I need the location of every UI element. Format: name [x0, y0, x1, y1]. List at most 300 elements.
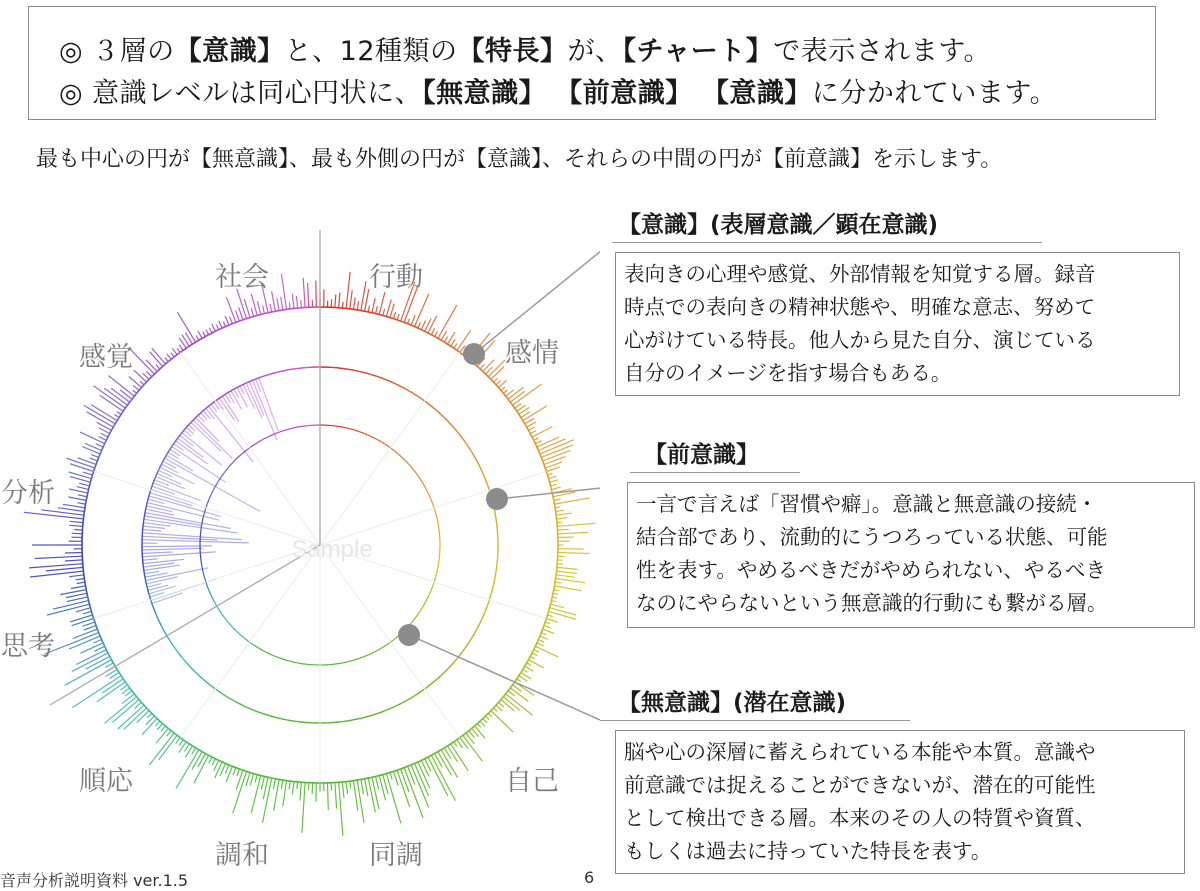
- ring-segment: [420, 605, 424, 611]
- chart-spike: [499, 702, 504, 707]
- ring-segment: [142, 526, 143, 536]
- section-desc-muishiki: [615, 730, 1185, 874]
- chart-spike: [350, 781, 351, 788]
- chart-spike: [237, 769, 240, 776]
- ring-segment: [227, 620, 231, 625]
- chart-spike: [237, 289, 247, 319]
- chart-spike: [198, 754, 206, 768]
- chart-spike: [72, 676, 121, 708]
- chart-spike: [142, 546, 212, 547]
- ring-segment: [151, 599, 154, 608]
- chart-spike: [196, 336, 199, 341]
- ring-segment: [526, 426, 532, 438]
- ring-segment: [347, 719, 357, 721]
- ring-segment: [142, 554, 143, 564]
- ring-segment: [439, 671, 446, 678]
- chart-spike: [198, 331, 202, 338]
- ring-segment: [333, 307, 346, 308]
- desc-line: 表向きの心理や感覚、外部情報を知覚する層。録音: [624, 258, 1171, 291]
- ring-segment: [240, 452, 245, 456]
- chart-spike: [551, 604, 564, 607]
- ring-segment: [283, 659, 289, 661]
- ring-segment: [409, 694, 417, 699]
- chart-spike: [251, 308, 253, 316]
- chart-spike: [557, 523, 595, 526]
- chart-spike: [203, 332, 206, 337]
- ring-segment: [154, 608, 158, 617]
- chart-spike: [24, 512, 84, 519]
- ring-segment: [235, 630, 240, 635]
- ring-segment: [170, 641, 176, 649]
- ring-segment: [260, 649, 266, 652]
- ring-segment: [401, 386, 410, 391]
- ring-segment: [492, 582, 494, 592]
- chart-spike: [122, 694, 134, 704]
- ring-segment: [474, 626, 479, 635]
- chart-spike: [184, 744, 189, 752]
- label-shikou: 思考: [1, 631, 55, 662]
- label-jiko: 自己: [505, 766, 559, 797]
- chart-spike: [77, 582, 85, 583]
- ring-segment: [90, 471, 94, 484]
- ring-segment: [249, 642, 255, 646]
- chart-spike: [156, 477, 185, 489]
- ring-segment: [452, 426, 458, 434]
- chart-spike: [543, 629, 554, 633]
- chart-spike: [532, 653, 537, 656]
- ring-segment: [171, 440, 177, 448]
- chart-spike: [83, 611, 91, 613]
- chart-spike: [240, 386, 244, 394]
- ring-segment: [203, 570, 205, 577]
- ring-segment: [437, 520, 438, 527]
- chart-spike: [368, 778, 375, 812]
- chart-spike: [558, 529, 569, 530]
- ring-segment: [479, 464, 483, 473]
- ring-segment: [266, 435, 272, 438]
- chart-spike: [146, 577, 177, 584]
- ring-segment: [204, 576, 206, 582]
- chart-spike: [372, 298, 375, 313]
- chart-spike: [556, 579, 586, 583]
- ring-segment: [339, 368, 349, 369]
- ring-segment: [557, 520, 558, 533]
- ring-segment: [157, 617, 161, 626]
- chart-spike: [226, 297, 236, 322]
- ring-segment: [255, 441, 261, 445]
- chart-spike: [212, 759, 215, 766]
- chart-spike: [158, 470, 172, 477]
- keyword-ishiki: 【意識】: [702, 78, 812, 109]
- chart-spike: [58, 508, 85, 512]
- chart-spike: [219, 321, 222, 328]
- summary-line-1: [59, 29, 991, 68]
- ring-segment: [148, 591, 151, 601]
- ring-segment: [555, 508, 557, 521]
- chart-spike: [78, 495, 87, 497]
- chart-spike: [376, 776, 379, 789]
- chart-spike: [316, 281, 317, 307]
- ring-segment: [216, 479, 220, 485]
- chart-spike: [94, 646, 104, 651]
- chart-spike: [302, 783, 305, 834]
- ring-segment: [203, 514, 205, 521]
- ring-segment: [469, 448, 474, 456]
- chart-spike: [206, 408, 215, 418]
- chart-spike: [463, 735, 483, 761]
- chart-spike: [239, 308, 243, 320]
- chart-spike: [84, 405, 115, 423]
- chart-spike: [496, 705, 503, 711]
- chart-spike: [97, 682, 126, 702]
- ring-segment: [482, 609, 486, 618]
- chart-spoke: [94, 472, 320, 546]
- desc-line: もしくは過去に持っていた特長を表す。: [624, 835, 1176, 868]
- chart-spike: [451, 339, 455, 346]
- ring-segment: [326, 664, 333, 665]
- ring-segment: [181, 657, 187, 665]
- ring-segment: [392, 704, 401, 708]
- chart-spike: [176, 738, 181, 744]
- chart-spike: [408, 319, 410, 324]
- ring-segment: [458, 650, 464, 658]
- ring-segment: [143, 517, 144, 527]
- chart-spike: [233, 768, 236, 776]
- ring-segment: [520, 415, 527, 426]
- chart-spike: [212, 324, 216, 331]
- ring-segment: [248, 379, 257, 383]
- chart-spike: [515, 404, 522, 409]
- chart-spike: [431, 328, 434, 334]
- ring-segment: [439, 526, 440, 533]
- ring-segment: [339, 427, 346, 428]
- ring-segment: [432, 582, 434, 588]
- ring-segment: [439, 558, 440, 565]
- chart-spike: [134, 370, 147, 382]
- ring-segment: [380, 646, 386, 650]
- chart-spike: [157, 724, 163, 730]
- ring-segment: [277, 431, 283, 433]
- ring-segment: [427, 491, 430, 497]
- ring-segment: [292, 721, 302, 722]
- chart-spike: [390, 773, 392, 780]
- chart-spike: [67, 597, 88, 602]
- chart-spike: [263, 778, 272, 823]
- chart-spike: [250, 774, 253, 785]
- chart-spike: [289, 781, 290, 789]
- chart-spike: [133, 385, 139, 390]
- chart-spike: [87, 412, 114, 427]
- ring-segment: [329, 722, 339, 723]
- ring-segment: [235, 456, 240, 461]
- chart-spike: [225, 316, 229, 325]
- chart-spike: [71, 586, 86, 589]
- chart-spike: [444, 337, 447, 343]
- ring-segment: [250, 444, 256, 448]
- chart-spike: [90, 458, 98, 461]
- chart-spike: [65, 560, 83, 561]
- ring-segment: [282, 780, 295, 782]
- chart-spike: [551, 487, 560, 489]
- chart-spike: [70, 464, 94, 472]
- chart-spike: [146, 360, 157, 372]
- chart-spike: [354, 298, 356, 310]
- chart-spike: [494, 378, 498, 382]
- chart-spike: [143, 373, 149, 379]
- chart-spike: [303, 278, 305, 308]
- desc-line: 一言で言えば「習慣や癖」。意識と無意識の接続・: [636, 488, 1186, 521]
- ring-segment: [430, 496, 433, 502]
- chart-spike: [70, 521, 83, 522]
- chart-spike: [105, 697, 137, 724]
- ring-segment: [374, 711, 383, 714]
- ring-segment: [83, 507, 85, 520]
- section-title-ishiki: 【意識】(表層意識／顕在意識): [618, 206, 938, 239]
- ring-segment: [486, 481, 489, 490]
- chart-spike: [124, 708, 147, 729]
- chart-spike: [94, 386, 126, 408]
- chart-spike: [441, 750, 458, 778]
- chart-spike: [554, 499, 561, 500]
- section-title-muishiki: 【無意識】(潜在意識): [618, 684, 846, 717]
- ring-segment: [396, 452, 401, 456]
- ring-segment: [400, 456, 405, 461]
- ring-segment: [308, 425, 315, 426]
- ring-segment: [496, 517, 497, 527]
- ring-segment: [437, 564, 438, 571]
- chart-spike: [415, 294, 429, 327]
- ring-segment: [301, 426, 308, 427]
- chart-spike: [553, 593, 558, 594]
- ring-segment: [427, 594, 430, 600]
- ring-segment: [357, 431, 363, 433]
- chart-spike: [372, 777, 379, 809]
- ring-segment: [143, 563, 144, 573]
- subtitle: 最も中心の円が【無意識】、最も外側の円が【意識】、それらの中間の円が【前意識】を示します。: [36, 142, 1002, 173]
- ring-segment: [345, 428, 352, 430]
- chart-spike: [297, 296, 298, 308]
- ring-segment: [363, 655, 369, 658]
- chart-spike: [496, 381, 501, 385]
- ring-segment: [413, 616, 417, 621]
- chart-spike: [79, 483, 89, 486]
- ring-segment: [553, 496, 555, 509]
- ring-segment: [289, 428, 296, 430]
- chart-spike: [491, 367, 504, 380]
- desc-line: として検出できる層。本来のその人の特質や資質、: [624, 802, 1176, 835]
- ring-segment: [333, 426, 340, 427]
- section-desc-ishiki: [615, 252, 1180, 396]
- ring-segment: [497, 554, 498, 564]
- chart-spike: [506, 694, 533, 715]
- ring-segment: [375, 438, 381, 441]
- chart-spike: [253, 380, 278, 440]
- desc-line: 結合部であり、流動的にうつろっている状態、可能: [636, 521, 1186, 554]
- ring-segment: [532, 642, 538, 654]
- chart-spike: [550, 608, 577, 615]
- text: ◎ 意識レベルは同心円状に、: [59, 78, 422, 109]
- chart-spike: [383, 309, 385, 316]
- chart-spike: [273, 779, 275, 789]
- ring-segment: [439, 533, 440, 540]
- ring-segment: [494, 573, 496, 583]
- ring-segment: [432, 407, 440, 413]
- desc-line: 前意識では捉えることができないが、潜在的可能性: [624, 769, 1176, 802]
- chart-spike: [144, 571, 159, 573]
- ring-segment: [400, 699, 409, 704]
- chart-spike: [529, 660, 544, 668]
- chart-spike: [230, 317, 233, 324]
- chart-spike: [233, 771, 247, 813]
- chart-spike: [401, 769, 409, 792]
- callout-line-zenishiki: [497, 485, 600, 499]
- chart-spike: [192, 748, 196, 754]
- chart-spike: [469, 731, 475, 738]
- chart-spike: [537, 437, 559, 447]
- section-rule-ishiki: [612, 242, 1042, 243]
- chart-spike: [544, 457, 566, 465]
- chart-spike: [501, 700, 515, 712]
- chart-spike: [475, 726, 486, 738]
- ring-segment: [239, 703, 248, 707]
- chart-spike: [35, 556, 83, 558]
- ring-segment: [351, 659, 357, 661]
- chart-spike: [451, 744, 469, 771]
- chart-spike: [143, 530, 162, 532]
- section-desc-zenishiki: [627, 482, 1195, 628]
- ring-segment: [345, 308, 358, 310]
- summary-line-2: [59, 71, 1057, 110]
- ring-segment: [374, 649, 380, 652]
- ring-segment: [210, 490, 213, 496]
- ring-segment: [356, 778, 369, 780]
- chart-spike: [300, 782, 301, 800]
- chart-spike: [76, 579, 85, 580]
- chart-spike: [301, 300, 302, 308]
- watermark: Sample: [291, 536, 372, 563]
- chart-spike: [135, 702, 142, 708]
- ring-segment: [231, 460, 236, 465]
- ring-segment: [271, 655, 277, 658]
- ring-segment: [274, 371, 284, 373]
- chart-spike: [558, 532, 588, 533]
- ring-segment: [200, 532, 201, 539]
- ring-segment: [542, 460, 546, 473]
- chart-spoke: [94, 545, 320, 619]
- chart-spike: [546, 619, 558, 623]
- ring-segment: [82, 519, 83, 532]
- ring-segment: [301, 722, 311, 723]
- chart-spike: [194, 755, 209, 783]
- chart-spike: [171, 353, 174, 357]
- ring-segment: [486, 600, 489, 609]
- ring-segment: [385, 444, 391, 448]
- ring-segment: [166, 448, 171, 457]
- chart-spike: [394, 312, 396, 319]
- chart-spike: [96, 444, 104, 447]
- ring-segment: [416, 689, 424, 695]
- ring-segment: [245, 448, 250, 452]
- chart-spike: [540, 636, 548, 639]
- ring-segment: [200, 751, 212, 757]
- chart-spike: [120, 390, 132, 399]
- ring-segment: [497, 526, 498, 536]
- chart-spike: [167, 354, 171, 359]
- ring-segment: [239, 634, 244, 638]
- ring-segment: [265, 652, 271, 655]
- chart-spike: [421, 760, 428, 776]
- ring-segment: [215, 689, 223, 695]
- ring-segment: [244, 638, 249, 642]
- ring-segment: [282, 719, 292, 721]
- chart-spike: [143, 559, 158, 560]
- chart-spike: [146, 506, 172, 512]
- chart-spike: [143, 523, 170, 526]
- ring-segment: [208, 683, 216, 689]
- chart-spike: [83, 622, 95, 626]
- chart-spike: [558, 553, 590, 554]
- label-junnou: 順応: [79, 766, 134, 797]
- ring-segment: [458, 433, 464, 441]
- label-kankaku: 感覚: [79, 342, 133, 373]
- chart-spike: [261, 776, 264, 789]
- text: と、12種類の: [285, 36, 458, 67]
- chart-spike: [342, 302, 343, 308]
- ring-segment: [82, 557, 83, 570]
- ring-segment: [103, 436, 109, 448]
- chart-spike: [65, 553, 82, 554]
- chart-spike: [91, 454, 99, 457]
- label-chouwa: 調和: [215, 840, 269, 871]
- chart-spike: [192, 752, 202, 770]
- chart-spike: [557, 571, 577, 573]
- chart-spike: [357, 301, 358, 310]
- chart-spike: [72, 619, 94, 626]
- consciousness-chart: [0, 200, 600, 890]
- callout-dot-zenishiki: [486, 488, 508, 510]
- chart-spike: [91, 405, 117, 421]
- desc-line: なのにやらないという無意識的行動にも繋がる層。: [636, 587, 1186, 620]
- ring-segment: [301, 367, 311, 368]
- ring-segment: [246, 771, 259, 775]
- keyword-muishiki: 【無意識】: [422, 78, 546, 109]
- chart-spike: [206, 330, 209, 335]
- ring-segment: [338, 721, 348, 722]
- chart-spike: [544, 626, 551, 628]
- ring-segment: [294, 782, 307, 783]
- ring-segment: [210, 593, 213, 599]
- chart-spokes: [50, 230, 546, 783]
- ring-segment: [357, 371, 367, 373]
- ring-segment: [391, 448, 396, 452]
- chart-spike: [236, 311, 240, 322]
- ring-segment: [201, 333, 213, 339]
- chart-spike: [143, 526, 165, 528]
- ring-segment: [206, 502, 208, 508]
- chart-spike: [100, 433, 108, 437]
- chart-spike: [292, 294, 294, 309]
- chart-spike: [68, 497, 86, 500]
- chart-spike: [72, 653, 108, 672]
- chart-spike: [546, 467, 560, 472]
- ring-segment: [160, 721, 170, 730]
- chart-spike: [525, 666, 533, 671]
- section-rule-muishiki: [600, 720, 910, 721]
- chart-spike: [99, 437, 107, 441]
- chart-spike: [448, 746, 458, 762]
- ring-segment: [464, 642, 470, 650]
- ring-segment: [247, 707, 256, 711]
